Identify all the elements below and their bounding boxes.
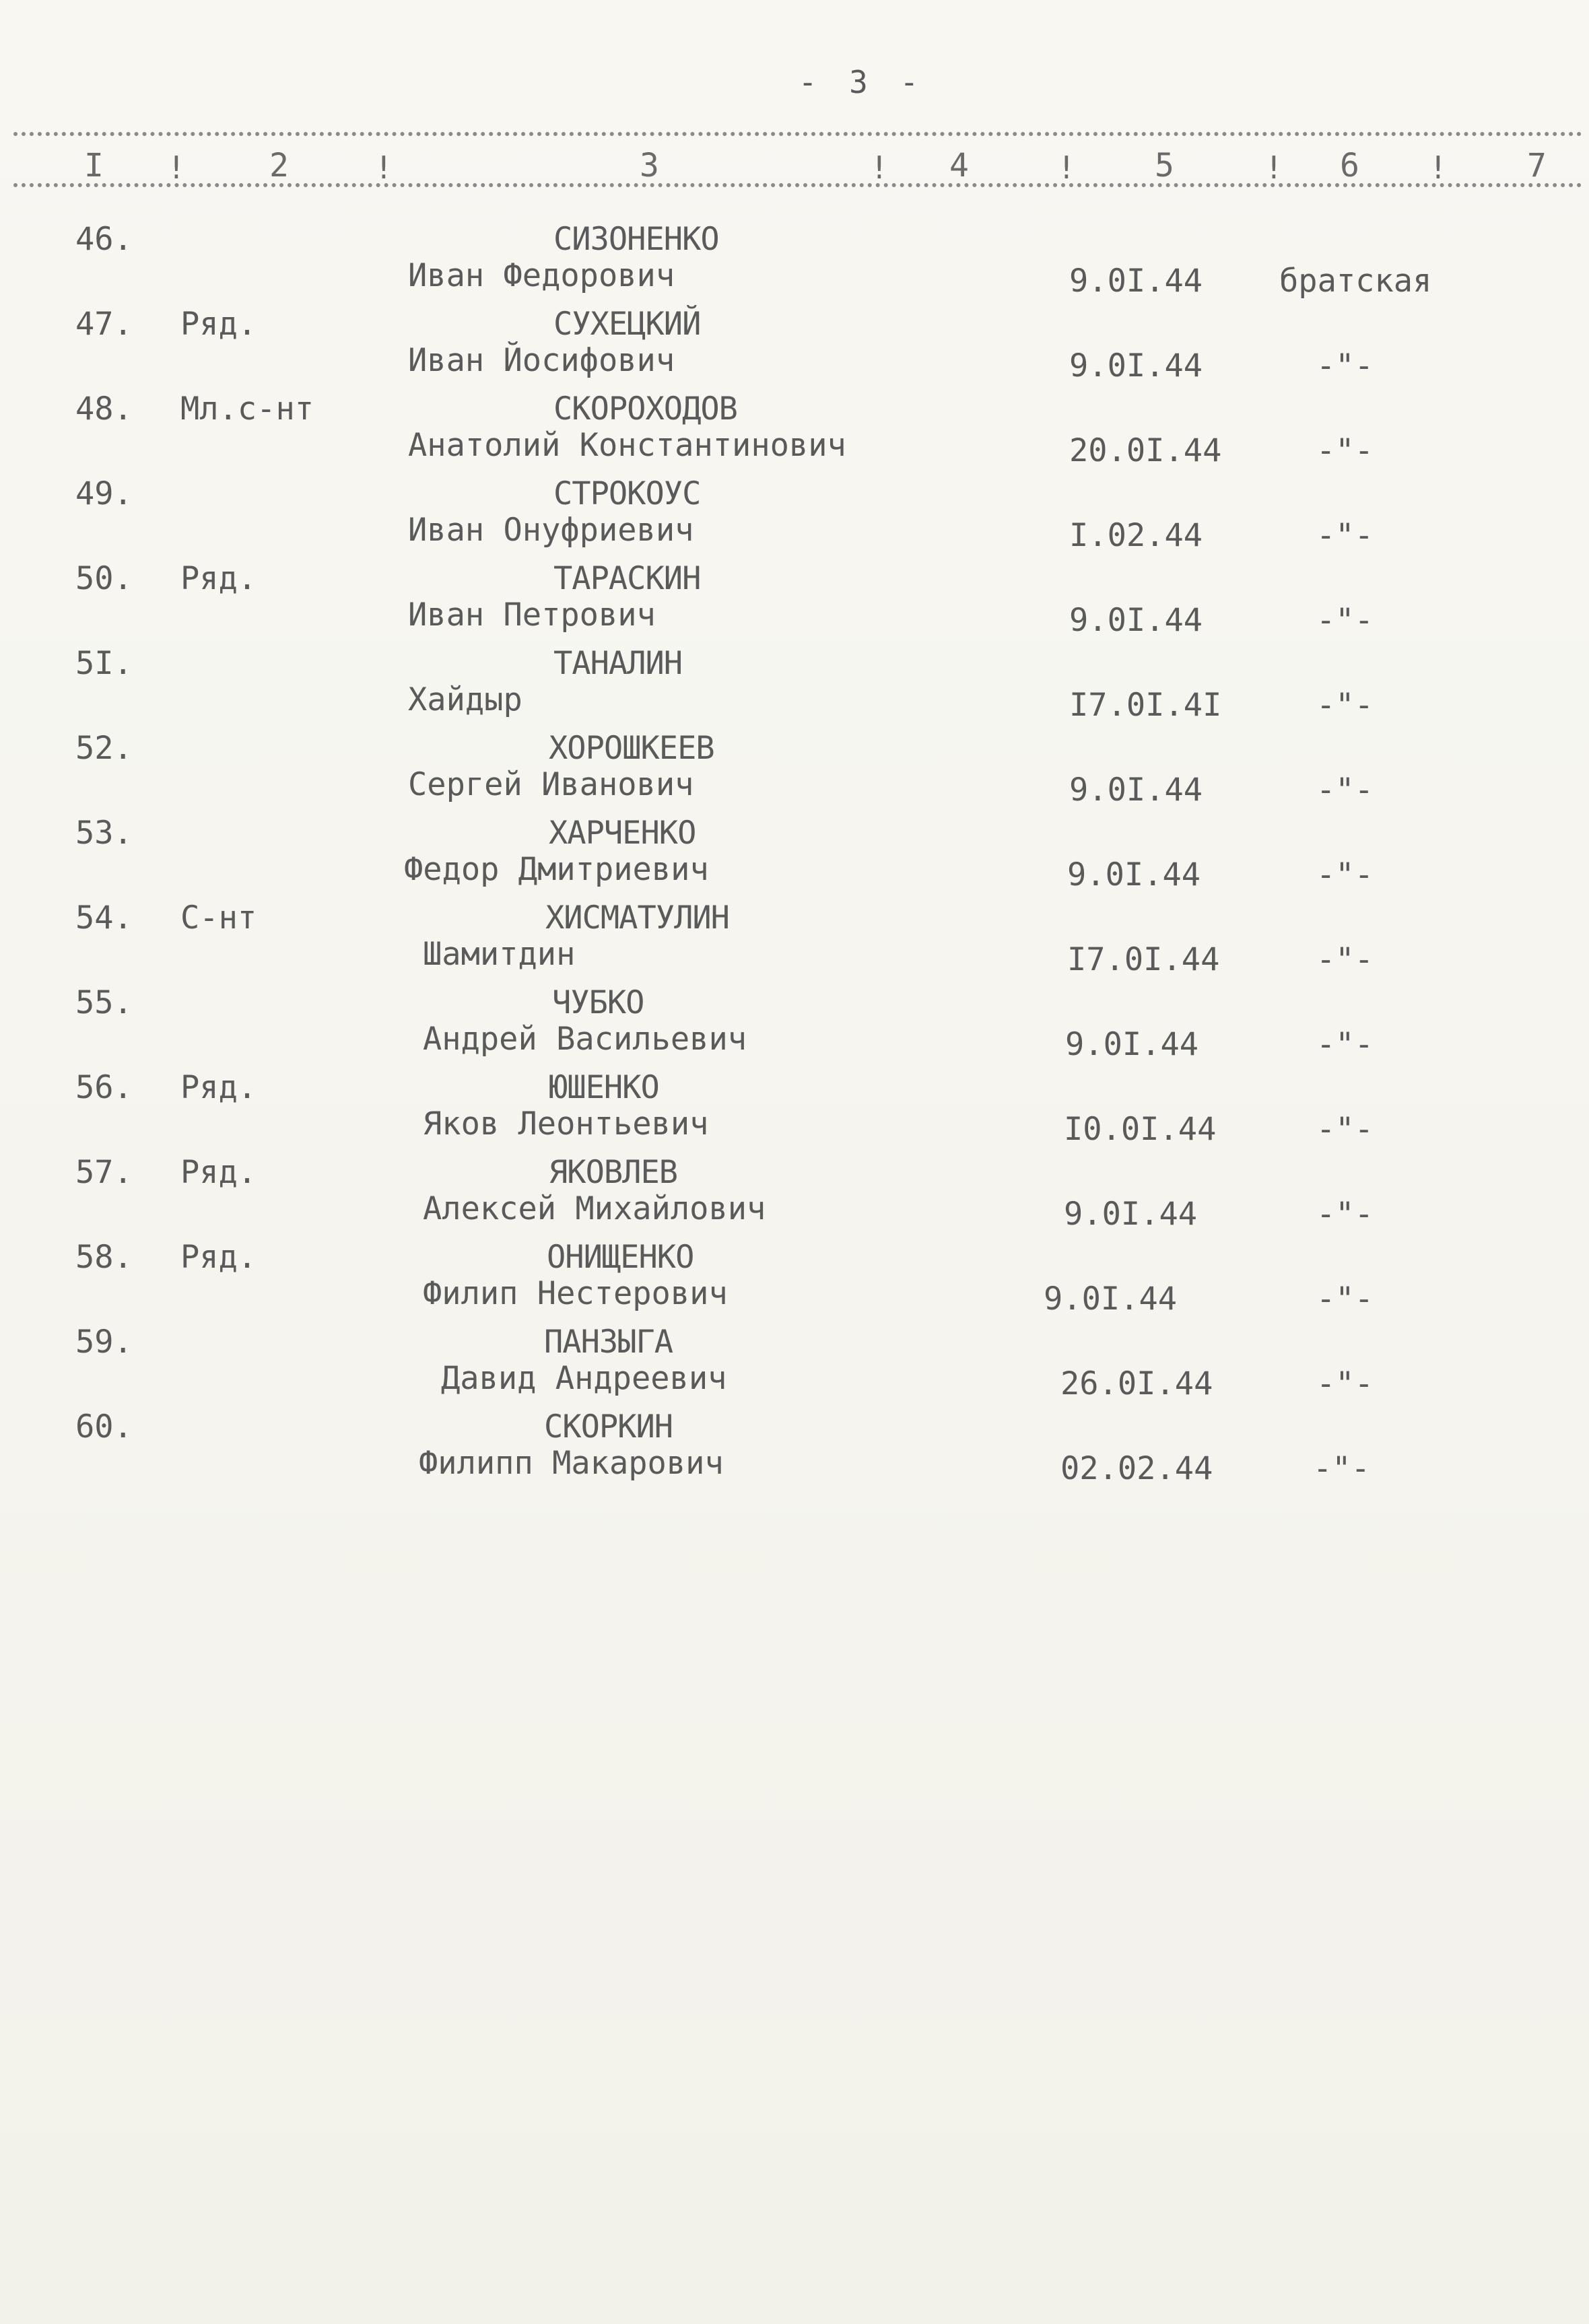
row-surname: ОНИЩЕНКО [547, 1239, 694, 1276]
column-header-2: 2 [269, 147, 289, 184]
row-date: I0.0I.44 [1064, 1111, 1217, 1148]
row-rank: Ряд. [180, 1069, 257, 1106]
table-row [0, 475, 1589, 560]
table-row [0, 1408, 1589, 1493]
row-number: 52. [75, 730, 133, 767]
table-row [0, 730, 1589, 815]
row-surname: ТАРАСКИН [553, 560, 701, 597]
table-row [0, 560, 1589, 645]
row-burial: -"- [1316, 347, 1374, 384]
row-surname: СИЗОНЕНКО [553, 221, 719, 258]
row-number: 48. [75, 390, 133, 428]
column-separator: ! [1057, 149, 1076, 186]
row-date: 9.0I.44 [1067, 856, 1201, 893]
column-header-6: 6 [1340, 147, 1359, 184]
row-burial: братская [1279, 263, 1432, 300]
row-number: 5I. [75, 645, 133, 682]
row-burial: -"- [1313, 1450, 1370, 1487]
row-date: 9.0I.44 [1065, 1026, 1199, 1063]
table-row [0, 1069, 1589, 1154]
row-burial: -"- [1316, 856, 1374, 893]
row-date: 9.0I.44 [1044, 1280, 1178, 1318]
row-given-name: Сергей Иванович [408, 766, 694, 803]
row-surname: ТАНАЛИН [553, 645, 683, 682]
row-date: 9.0I.44 [1069, 602, 1203, 639]
row-given-name: Филип Нестерович [423, 1275, 728, 1312]
row-burial: -"- [1316, 772, 1374, 809]
row-surname: ХОРОШКЕЕВ [549, 730, 714, 767]
row-number: 60. [75, 1408, 133, 1445]
row-date: 20.0I.44 [1069, 432, 1222, 469]
table-row [0, 1154, 1589, 1239]
row-date: 9.0I.44 [1069, 263, 1203, 300]
row-number: 58. [75, 1239, 133, 1276]
row-given-name: Иван Онуфриевич [408, 512, 694, 549]
row-date: I.02.44 [1069, 517, 1203, 554]
row-rank: Ряд. [180, 560, 257, 597]
row-number: 50. [75, 560, 133, 597]
row-burial: -"- [1316, 1365, 1374, 1402]
row-given-name: Иван Федорович [408, 257, 675, 294]
row-burial: -"- [1316, 1026, 1374, 1063]
row-burial: -"- [1316, 687, 1374, 724]
row-rank: Ряд. [180, 1154, 257, 1191]
row-given-name: Яков Леонтьевич [423, 1105, 709, 1142]
page-number: - 3 - [798, 64, 926, 100]
column-separator: ! [1264, 149, 1283, 186]
row-surname: ПАНЗЫГА [544, 1324, 673, 1361]
row-given-name: Шамитдин [423, 936, 576, 973]
row-given-name: Филипп Макарович [419, 1445, 724, 1482]
column-header-1: I [84, 147, 104, 184]
table-row [0, 1239, 1589, 1324]
row-surname: СКОРКИН [544, 1408, 673, 1445]
row-number: 53. [75, 815, 133, 852]
row-number: 55. [75, 984, 133, 1021]
table-row [0, 221, 1589, 306]
header-rule-bottom [13, 183, 1582, 187]
row-surname: СТРОКОУС [553, 475, 701, 512]
row-date: 26.0I.44 [1060, 1365, 1213, 1402]
header-rule-top [13, 132, 1582, 136]
table-row [0, 645, 1589, 730]
row-rank: С-нт [180, 899, 257, 936]
row-given-name: Андрей Васильевич [423, 1021, 747, 1058]
row-date: I7.0I.44 [1067, 941, 1220, 978]
table-row [0, 899, 1589, 984]
row-date: I7.0I.4I [1069, 687, 1222, 724]
table-row [0, 984, 1589, 1069]
row-surname: ЧУБКО [552, 984, 644, 1021]
row-surname: ХАРЧЕНКО [549, 815, 696, 852]
row-burial: -"- [1316, 1111, 1374, 1148]
row-given-name: Алексей Михайлович [423, 1190, 766, 1227]
row-burial: -"- [1316, 602, 1374, 639]
row-surname: СУХЕЦКИЙ [553, 306, 701, 343]
row-date: 9.0I.44 [1064, 1196, 1198, 1233]
row-burial: -"- [1316, 941, 1374, 978]
table-row [0, 306, 1589, 390]
row-number: 47. [75, 306, 133, 343]
row-surname: ЮШЕНКО [549, 1069, 659, 1106]
row-number: 46. [75, 221, 133, 258]
row-surname: ХИСМАТУЛИН [545, 899, 729, 936]
row-date: 9.0I.44 [1069, 772, 1203, 809]
row-rank: Ряд. [180, 1239, 257, 1276]
column-separator: ! [1429, 149, 1448, 186]
row-surname: ЯКОВЛЕВ [549, 1154, 678, 1191]
row-burial: -"- [1316, 432, 1374, 469]
row-given-name: Хайдыр [408, 681, 522, 718]
table-row [0, 390, 1589, 475]
table-row [0, 815, 1589, 899]
row-rank: Ряд. [180, 306, 257, 343]
column-separator: ! [870, 149, 889, 186]
row-rank: Мл.с-нт [180, 390, 314, 428]
row-given-name: Иван Петрович [408, 596, 656, 634]
row-given-name: Давид Андреевич [441, 1360, 727, 1397]
column-separator: ! [374, 149, 393, 186]
row-burial: -"- [1316, 1196, 1374, 1233]
row-given-name: Иван Йосифович [408, 342, 675, 379]
row-date: 9.0I.44 [1069, 347, 1203, 384]
row-number: 56. [75, 1069, 133, 1106]
row-given-name: Федор Дмитриевич [404, 851, 709, 888]
row-surname: СКОРОХОДОВ [553, 390, 737, 428]
row-number: 57. [75, 1154, 133, 1191]
row-given-name: Анатолий Константинович [408, 427, 846, 464]
row-number: 54. [75, 899, 133, 936]
row-burial: -"- [1316, 517, 1374, 554]
column-header-7: 7 [1527, 147, 1547, 184]
column-header-4: 4 [949, 147, 969, 184]
column-header-3: 3 [640, 147, 659, 184]
table-row [0, 1324, 1589, 1408]
row-number: 49. [75, 475, 133, 512]
column-header-5: 5 [1155, 147, 1174, 184]
row-number: 59. [75, 1324, 133, 1361]
row-burial: -"- [1316, 1280, 1374, 1318]
row-date: 02.02.44 [1060, 1450, 1213, 1487]
column-separator: ! [167, 149, 186, 186]
